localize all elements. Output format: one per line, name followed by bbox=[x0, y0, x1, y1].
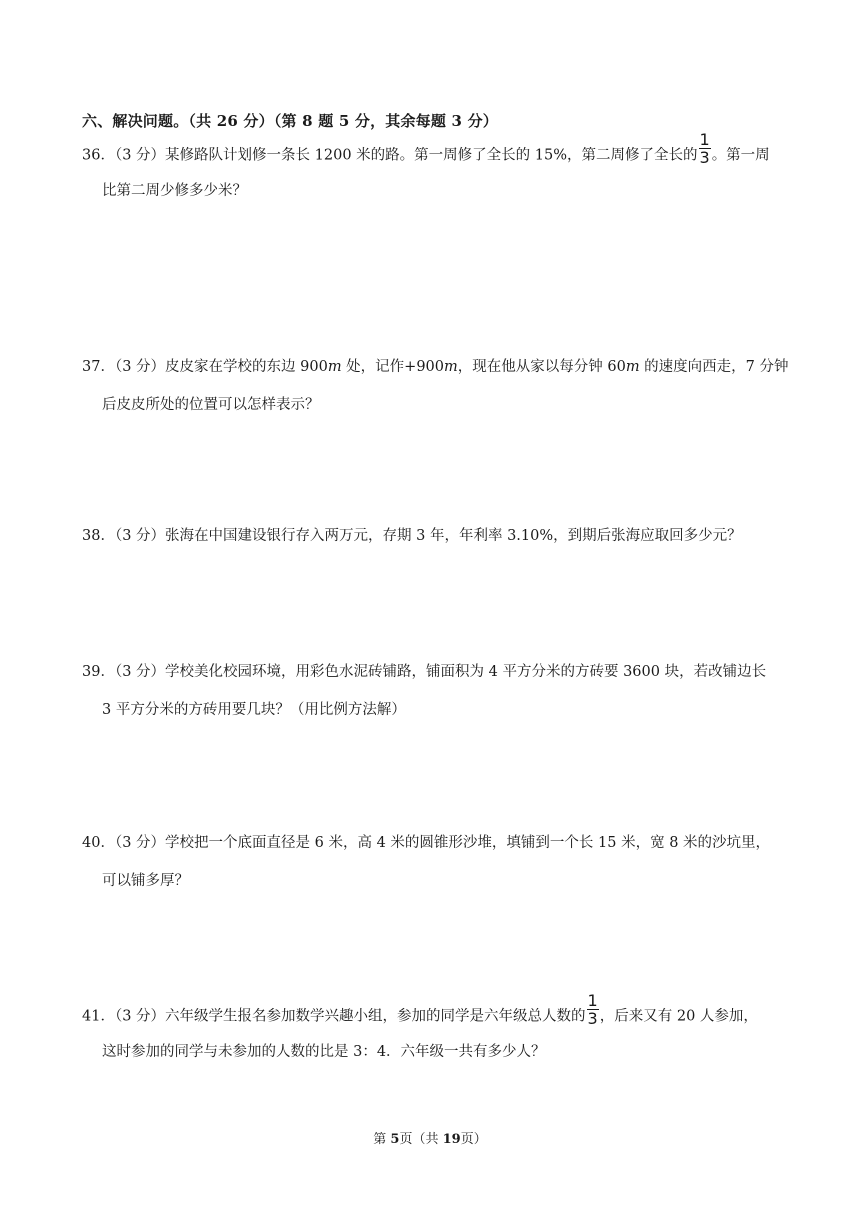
question-39-line1: 39．（3 分）学校美化校园环境，用彩色水泥砖铺路，铺面积为 4 平方分米的方砖要 3600 块，若改铺边长 bbox=[82, 664, 767, 680]
question-41-line1 bbox=[82, 991, 782, 1028]
question-36-text: 36．（3 分）某修路队计划修一条长 1200 米的路。第一周修了全长的 15%，第二周修了全长的 bbox=[82, 147, 698, 164]
question-36-line2: 比第二周少修多少米？ bbox=[102, 183, 247, 199]
question-36 bbox=[82, 130, 782, 201]
fraction-numerator: 1 bbox=[587, 991, 598, 1010]
question-37-line1 bbox=[82, 357, 789, 377]
fraction-denominator: 3 bbox=[699, 148, 710, 167]
total-pages: 19 bbox=[442, 1132, 461, 1147]
question-38 bbox=[82, 526, 782, 546]
question-41-text-after: ，后来又有 20 人参加， bbox=[599, 1008, 758, 1025]
question-37-text-d: 的速度向西走，7 分钟 bbox=[639, 359, 789, 375]
question-37-text-b: 处，记作+900 bbox=[341, 359, 445, 375]
fraction-one-third bbox=[699, 132, 711, 165]
question-36-text-after: 。第一周 bbox=[711, 147, 770, 164]
question-40-line1: 40．（3 分）学校把一个底面直径是 6 米，高 4 米的圆锥形沙堆，填铺到一个长 15 米，宽 8 米的沙坑里， bbox=[82, 835, 771, 851]
question-37-text-a: 37．（3 分）皮皮家在学校的东边 900 bbox=[82, 359, 328, 375]
question-37-line2: 后皮皮所处的位置可以怎样表示？ bbox=[102, 397, 320, 413]
question-37-text-c: ，现在他从家以每分钟 60 bbox=[457, 359, 626, 375]
question-40-line2: 可以铺多厚？ bbox=[102, 873, 189, 889]
unit-m: m bbox=[444, 359, 458, 375]
section-title: 六、解决问题。（共 26 分）（第 8 题 5 分，其余每题 3 分） bbox=[82, 112, 498, 130]
fraction-numerator: 1 bbox=[699, 130, 710, 149]
fraction-one-third bbox=[587, 993, 599, 1026]
question-36-line1 bbox=[82, 130, 782, 167]
question-40 bbox=[82, 833, 782, 891]
footer-suffix: 页） bbox=[460, 1132, 487, 1147]
question-41 bbox=[82, 991, 782, 1062]
page-footer bbox=[0, 1128, 860, 1147]
unit-m: m bbox=[327, 359, 342, 375]
question-39 bbox=[82, 662, 782, 720]
question-41-text: 41．（3 分）六年级学生报名参加数学兴趣小组，参加的同学是六年级总人数的 bbox=[82, 1008, 586, 1025]
footer-prefix: 第 bbox=[373, 1132, 391, 1147]
question-37 bbox=[82, 357, 789, 415]
question-38-line1: 38．（3 分）张海在中国建设银行存入两万元，存期 3 年，年利率 3.10%，到期后张海应取回多少元？ bbox=[82, 528, 742, 544]
question-41-line2: 这时参加的同学与未参加的人数的比是 3：4．六年级一共有多少人？ bbox=[102, 1044, 546, 1060]
page-number: 5 bbox=[390, 1132, 400, 1147]
fraction-denominator: 3 bbox=[587, 1009, 598, 1028]
unit-m: m bbox=[625, 359, 640, 375]
footer-middle: 页（共 bbox=[399, 1132, 443, 1147]
question-39-line2: 3 平方分米的方砖用要几块？（用比例方法解） bbox=[102, 702, 406, 718]
